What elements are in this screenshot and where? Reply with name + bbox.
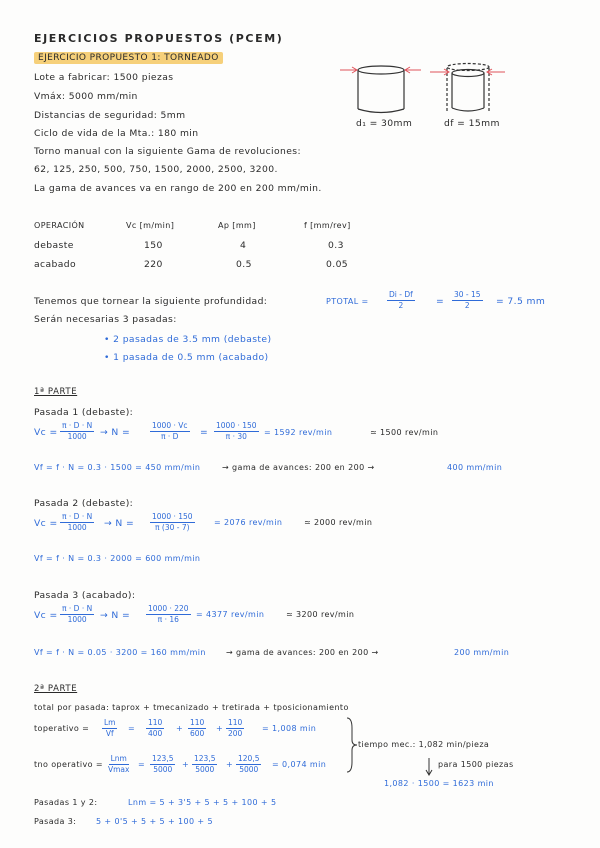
table-cell: acabado [34,259,77,270]
vf-calc: Vf = f · N = 0.05 · 3200 = 160 mm/min [34,648,206,657]
ptotal-label: PTOTAL = [326,297,369,306]
vc-label: Vc = [34,427,58,438]
exercise-highlight: EJERCICIO PROPUESTO 1: TORNEADO [34,52,223,64]
n-approx: ≃ 2000 rev/min [304,518,373,527]
vf-result: 200 mm/min [454,648,510,657]
given-life: Ciclo de vida de la Mta.: 180 min [34,128,199,139]
fraction: Lnm Vmax [108,754,130,774]
n-result: = 4377 rev/min [196,610,265,619]
total-formula: total por pasada: taprox + tmecanizado + tretirada + tposicionamiento [34,703,349,712]
plus-sign: + [226,760,234,769]
arrow-n: → N = [104,518,135,529]
bullet-item: • 2 pasadas de 3.5 mm (debaste) [104,334,272,345]
tno-operativo-label: tno operativo = [34,760,103,769]
fraction: 120,5 5000 [238,754,260,774]
arrow-n: → N = [100,427,131,438]
equals-sign: = [138,760,146,769]
equals-sign: = [128,724,136,733]
n-approx: ≃ 3200 rev/min [286,610,355,619]
tiempo-mec: tiempo mec.: 1,082 min/pieza [358,740,490,749]
fraction: π · D · N 1000 [62,512,93,532]
given-safety: Distancias de seguridad: 5mm [34,110,186,121]
vf-calc: Vf = f · N = 0.3 · 2000 = 600 mm/min [34,554,201,563]
fraction: Di - Df 2 [389,290,413,310]
toperativo-label: toperativo = [34,724,90,733]
gama-text: → gama de avances: 200 en 200 → [226,648,379,657]
fraction: 1000 · 220 π · 16 [148,604,189,624]
fraction: 123,5 5000 [194,754,216,774]
exercise-heading [34,52,223,63]
fraction: 30 - 15 2 [454,290,481,310]
n-result: = 2076 rev/min [214,518,283,527]
plus-sign: + [216,724,224,733]
table-header-f: f [mm/rev] [304,221,351,230]
n-result: = 1592 rev/min [264,428,333,437]
fraction: 1000 · 150 π · 30 [216,421,257,441]
table-cell: 220 [144,259,163,270]
fraction: 110 200 [228,718,243,738]
fraction: 110 400 [148,718,163,738]
given-lot: Lote a fabricar: 1500 piezas [34,72,174,83]
n-approx: ≃ 1500 rev/min [370,428,439,437]
fraction: π · D · N 1000 [62,604,93,624]
pasadas12-label: Pasadas 1 y 2: [34,798,98,807]
plus-sign: + [176,724,184,733]
diameter-initial: d₁ = 30mm [356,118,413,129]
depth-result: = 7.5 mm [496,296,546,307]
table-header-ap: Ap [mm] [218,221,256,230]
arrow-n: → N = [100,610,131,621]
final-result: 1,082 · 1500 = 1623 min [384,779,494,788]
given-feed-range: La gama de avances va en rango de 200 en 200 mm/min. [34,183,322,194]
table-cell: 0.3 [328,240,344,251]
part2-heading: 2ª PARTE [34,684,78,694]
gama-text: → gama de avances: 200 en 200 → [222,463,375,472]
given-revs: 62, 125, 250, 500, 750, 1500, 2000, 2500, 3200. [34,164,278,175]
plus-sign: + [182,760,190,769]
tno-operativo-result: = 0,074 min [272,760,327,769]
vf-result: 400 mm/min [447,463,503,472]
passes-text: Serán necesarias 3 pasadas: [34,314,177,325]
table-cell: 0.05 [326,259,349,270]
diameter-final: df = 15mm [444,118,500,129]
fraction: π · D · N 1000 [62,421,93,441]
table-cell: 0.5 [236,259,252,270]
para-piezas: para 1500 piezas [438,760,514,769]
equals-sign: = [436,296,445,307]
pasada3-value: 5 + 0'5 + 5 + 5 + 100 + 5 [96,817,213,826]
bullet-item: • 1 pasada de 0.5 mm (acabado) [104,352,269,363]
table-header-op: OPERACIÓN [34,221,85,230]
part1-heading: 1ª PARTE [34,387,78,397]
fraction: 110 600 [190,718,205,738]
fraction: 123,5 5000 [152,754,174,774]
table-cell: 4 [240,240,247,251]
toperativo-result: = 1,008 min [262,724,317,733]
given-lathe: Torno manual con la siguiente Gama de revoluciones: [34,146,301,157]
table-cell: 150 [144,240,163,251]
table-cell: debaste [34,240,74,251]
pass2-title: Pasada 2 (debaste): [34,498,134,509]
pass1-title: Pasada 1 (debaste): [34,407,134,418]
given-vmax: Vmáx: 5000 mm/min [34,91,138,102]
table-header-vc: Vc [m/min] [126,221,175,230]
pasada3-label: Pasada 3: [34,817,77,826]
equals-sign: = [200,427,209,438]
pass3-title: Pasada 3 (acabado): [34,590,136,601]
depth-text: Tenemos que tornear la siguiente profundidad: [34,296,268,307]
fraction: Lm Vf [104,718,116,738]
fraction: 1000 · Vc π · D [152,421,188,441]
fraction: 1000 · 150 π (30 - 7) [152,512,193,532]
vc-label: Vc = [34,518,58,529]
vf-calc: Vf = f · N = 0.3 · 1500 = 450 mm/min [34,463,201,472]
pasadas12-value: Lnm = 5 + 3'5 + 5 + 5 + 100 + 5 [128,798,277,807]
vc-label: Vc = [34,610,58,621]
page-title: EJERCICIOS PROPUESTOS (PCEM) [34,32,284,45]
